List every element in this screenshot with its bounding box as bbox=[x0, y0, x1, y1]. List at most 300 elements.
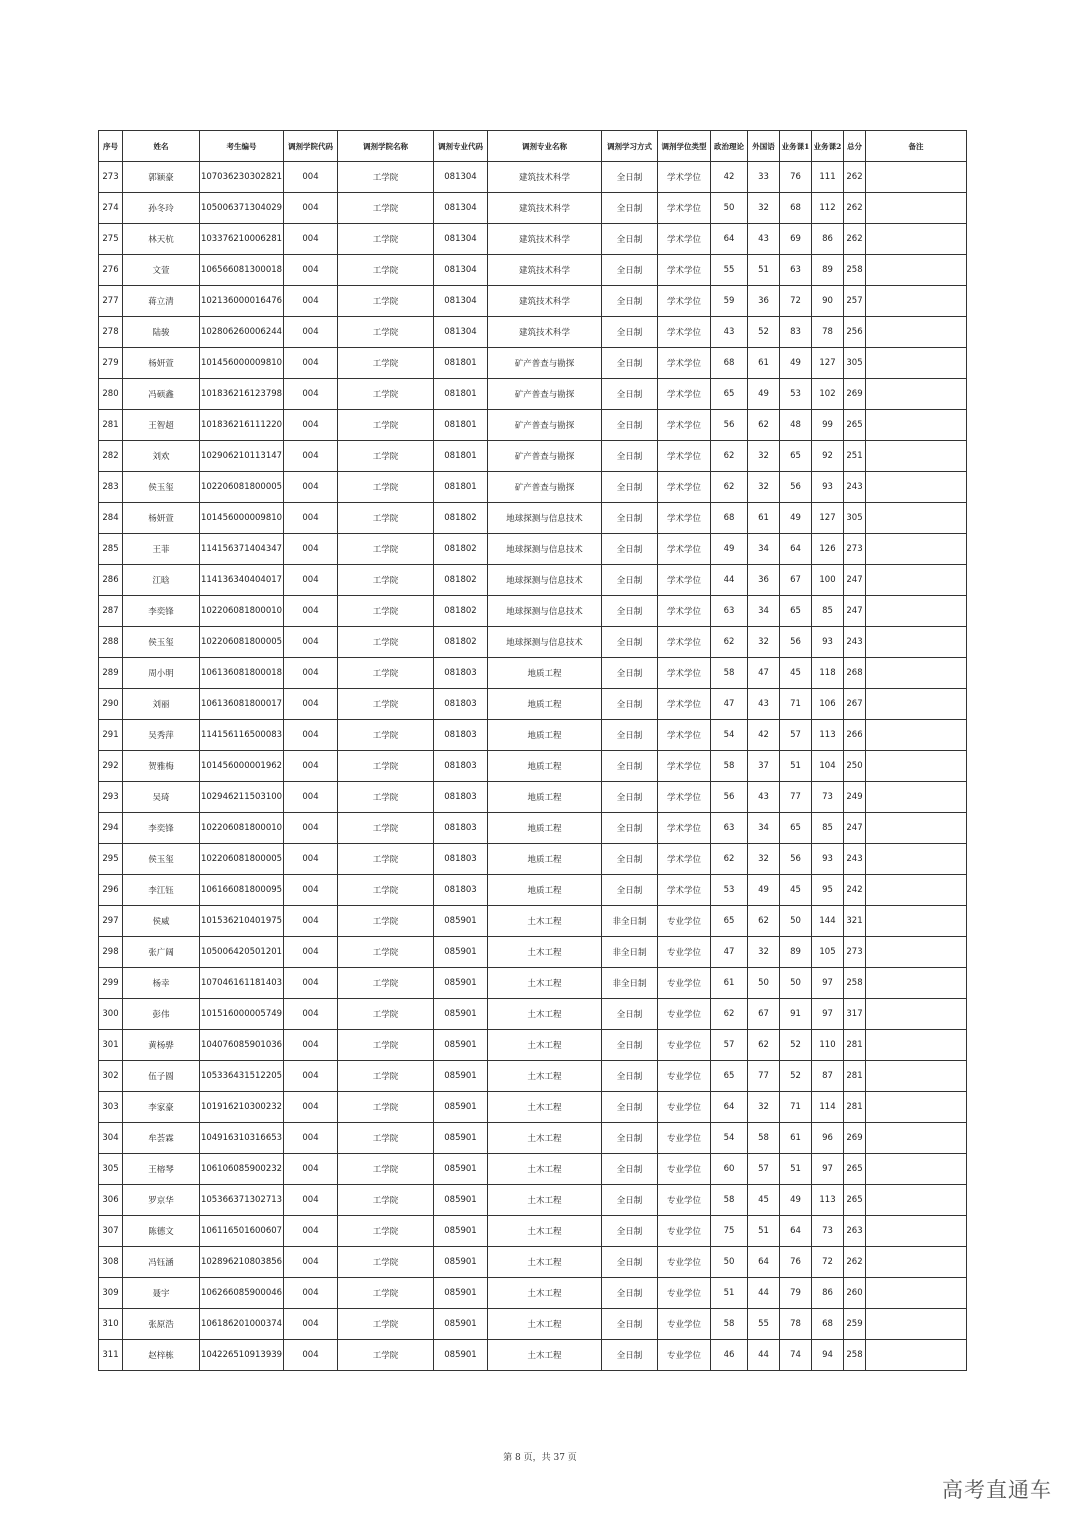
table-cell: 97 bbox=[812, 1154, 844, 1185]
column-header: 考生编号 bbox=[200, 131, 284, 162]
table-cell: 63 bbox=[711, 813, 748, 844]
table-cell bbox=[866, 1216, 967, 1247]
table-row bbox=[99, 162, 967, 193]
table-cell: 62 bbox=[711, 441, 748, 472]
table-cell: 侯玉玺 bbox=[123, 627, 200, 658]
table-cell: 全日制 bbox=[602, 999, 658, 1030]
table-cell: 58 bbox=[711, 658, 748, 689]
table-cell: 全日制 bbox=[602, 472, 658, 503]
table-cell: 277 bbox=[99, 286, 123, 317]
table-cell: 地球探测与信息技术 bbox=[488, 596, 602, 627]
table-cell: 085901 bbox=[434, 1278, 488, 1309]
table-cell: 44 bbox=[748, 1340, 780, 1371]
table-cell: 工学院 bbox=[338, 410, 434, 441]
table-cell: 106106085900232 bbox=[200, 1154, 284, 1185]
table-cell: 004 bbox=[284, 751, 338, 782]
table-cell: 76 bbox=[780, 1247, 812, 1278]
table-cell: 非全日制 bbox=[602, 937, 658, 968]
table-cell: 94 bbox=[812, 1340, 844, 1371]
table-cell: 68 bbox=[711, 503, 748, 534]
table-cell: 建筑技术科学 bbox=[488, 255, 602, 286]
table-cell: 292 bbox=[99, 751, 123, 782]
table-cell: 247 bbox=[844, 565, 866, 596]
table-row bbox=[99, 379, 967, 410]
table-cell: 54 bbox=[711, 1123, 748, 1154]
table-cell: 工学院 bbox=[338, 1278, 434, 1309]
table-cell: 65 bbox=[711, 1061, 748, 1092]
table-row bbox=[99, 255, 967, 286]
table-cell: 建筑技术科学 bbox=[488, 193, 602, 224]
table-cell: 266 bbox=[844, 720, 866, 751]
table-cell: 243 bbox=[844, 627, 866, 658]
table-cell: 工学院 bbox=[338, 1247, 434, 1278]
column-header: 调剂学位类型 bbox=[658, 131, 711, 162]
table-cell: 56 bbox=[780, 844, 812, 875]
table-cell: 300 bbox=[99, 999, 123, 1030]
table-cell: 65 bbox=[780, 441, 812, 472]
table-cell bbox=[866, 875, 967, 906]
table-cell: 57 bbox=[748, 1154, 780, 1185]
table-cell: 081801 bbox=[434, 379, 488, 410]
table-cell: 侯玉玺 bbox=[123, 472, 200, 503]
table-cell: 全日制 bbox=[602, 1216, 658, 1247]
table-cell bbox=[866, 193, 967, 224]
table-cell: 102946211503100 bbox=[200, 782, 284, 813]
table-cell: 89 bbox=[812, 255, 844, 286]
table-cell: 004 bbox=[284, 1185, 338, 1216]
table-cell: 工学院 bbox=[338, 1061, 434, 1092]
table-cell: 085901 bbox=[434, 1030, 488, 1061]
table-cell: 44 bbox=[748, 1278, 780, 1309]
table-cell bbox=[866, 286, 967, 317]
table-cell: 256 bbox=[844, 317, 866, 348]
table-cell: 工学院 bbox=[338, 224, 434, 255]
table-cell: 建筑技术科学 bbox=[488, 224, 602, 255]
table-cell: 地质工程 bbox=[488, 813, 602, 844]
table-cell: 专业学位 bbox=[658, 1030, 711, 1061]
table-cell: 74 bbox=[780, 1340, 812, 1371]
table-cell: 004 bbox=[284, 503, 338, 534]
table-cell: 114 bbox=[812, 1092, 844, 1123]
table-cell: 127 bbox=[812, 503, 844, 534]
table-row bbox=[99, 844, 967, 875]
table-cell: 307 bbox=[99, 1216, 123, 1247]
table-cell: 243 bbox=[844, 472, 866, 503]
table-cell: 113 bbox=[812, 720, 844, 751]
table-cell: 081803 bbox=[434, 782, 488, 813]
table-cell: 081304 bbox=[434, 193, 488, 224]
table-row bbox=[99, 348, 967, 379]
table-cell: 297 bbox=[99, 906, 123, 937]
table-cell: 罗京华 bbox=[123, 1185, 200, 1216]
table-cell: 矿产普查与勘探 bbox=[488, 441, 602, 472]
table-cell: 矿产普查与勘探 bbox=[488, 348, 602, 379]
table-cell: 112 bbox=[812, 193, 844, 224]
table-cell: 地球探测与信息技术 bbox=[488, 503, 602, 534]
table-cell: 57 bbox=[711, 1030, 748, 1061]
table-row bbox=[99, 813, 967, 844]
table-cell: 101836216111220 bbox=[200, 410, 284, 441]
table-cell: 专业学位 bbox=[658, 906, 711, 937]
table-cell: 工学院 bbox=[338, 751, 434, 782]
table-cell: 86 bbox=[812, 1278, 844, 1309]
table-cell: 工学院 bbox=[338, 503, 434, 534]
table-cell: 258 bbox=[844, 968, 866, 999]
table-cell: 地球探测与信息技术 bbox=[488, 627, 602, 658]
table-cell: 284 bbox=[99, 503, 123, 534]
table-cell: 65 bbox=[711, 379, 748, 410]
table-cell bbox=[866, 906, 967, 937]
table-cell: 冯硕鑫 bbox=[123, 379, 200, 410]
table-cell: 243 bbox=[844, 844, 866, 875]
table-cell: 47 bbox=[711, 689, 748, 720]
table-cell bbox=[866, 596, 967, 627]
table-cell: 96 bbox=[812, 1123, 844, 1154]
table-row bbox=[99, 968, 967, 999]
table-cell: 004 bbox=[284, 999, 338, 1030]
table-cell: 004 bbox=[284, 193, 338, 224]
table-cell: 004 bbox=[284, 782, 338, 813]
table-cell: 99 bbox=[812, 410, 844, 441]
table-cell: 004 bbox=[284, 875, 338, 906]
table-cell: 004 bbox=[284, 1216, 338, 1247]
table-cell: 50 bbox=[780, 968, 812, 999]
table-cell: 93 bbox=[812, 844, 844, 875]
table-cell: 全日制 bbox=[602, 1278, 658, 1309]
table-cell: 004 bbox=[284, 689, 338, 720]
table-row bbox=[99, 782, 967, 813]
table-cell: 105336431512205 bbox=[200, 1061, 284, 1092]
table-row bbox=[99, 1185, 967, 1216]
table-cell: 93 bbox=[812, 627, 844, 658]
table-row bbox=[99, 937, 967, 968]
table-cell: 56 bbox=[780, 472, 812, 503]
table-cell: 工学院 bbox=[338, 968, 434, 999]
column-header: 姓名 bbox=[123, 131, 200, 162]
table-cell: 建筑技术科学 bbox=[488, 317, 602, 348]
table-cell: 侯玉玺 bbox=[123, 844, 200, 875]
table-cell: 106166081800095 bbox=[200, 875, 284, 906]
table-cell: 081304 bbox=[434, 224, 488, 255]
table-cell: 004 bbox=[284, 906, 338, 937]
table-cell: 土木工程 bbox=[488, 1030, 602, 1061]
table-cell: 89 bbox=[780, 937, 812, 968]
table-cell: 王榕琴 bbox=[123, 1154, 200, 1185]
table-row bbox=[99, 751, 967, 782]
table-cell: 55 bbox=[748, 1309, 780, 1340]
table-cell: 52 bbox=[780, 1061, 812, 1092]
table-cell: 专业学位 bbox=[658, 968, 711, 999]
table-cell: 侯威 bbox=[123, 906, 200, 937]
table-cell: 62 bbox=[711, 999, 748, 1030]
table-cell: 工学院 bbox=[338, 1092, 434, 1123]
table-cell: 非全日制 bbox=[602, 968, 658, 999]
table-cell: 专业学位 bbox=[658, 1216, 711, 1247]
table-cell: 310 bbox=[99, 1309, 123, 1340]
table-cell: 工学院 bbox=[338, 875, 434, 906]
table-cell: 91 bbox=[780, 999, 812, 1030]
table-cell: 63 bbox=[711, 596, 748, 627]
table-cell: 301 bbox=[99, 1030, 123, 1061]
table-cell: 085901 bbox=[434, 1092, 488, 1123]
table-cell: 247 bbox=[844, 813, 866, 844]
table-cell: 工学院 bbox=[338, 1309, 434, 1340]
table-cell: 49 bbox=[711, 534, 748, 565]
table-cell: 081304 bbox=[434, 255, 488, 286]
table-cell: 土木工程 bbox=[488, 1092, 602, 1123]
table-cell: 工学院 bbox=[338, 565, 434, 596]
table-cell: 地质工程 bbox=[488, 689, 602, 720]
table-cell: 全日制 bbox=[602, 193, 658, 224]
table-cell: 114136340404017 bbox=[200, 565, 284, 596]
table-cell: 土木工程 bbox=[488, 1123, 602, 1154]
table-cell: 学术学位 bbox=[658, 317, 711, 348]
table-cell: 004 bbox=[284, 379, 338, 410]
table-cell: 学术学位 bbox=[658, 379, 711, 410]
table-cell: 281 bbox=[844, 1092, 866, 1123]
table-cell: 306 bbox=[99, 1185, 123, 1216]
table-cell: 106186201000374 bbox=[200, 1309, 284, 1340]
table-cell: 江晗 bbox=[123, 565, 200, 596]
table-cell: 101456000009810 bbox=[200, 348, 284, 379]
table-cell: 全日制 bbox=[602, 379, 658, 410]
table-cell: 004 bbox=[284, 1309, 338, 1340]
table-row bbox=[99, 658, 967, 689]
table-cell bbox=[866, 751, 967, 782]
table-cell: 50 bbox=[711, 1247, 748, 1278]
table-cell: 陆骏 bbox=[123, 317, 200, 348]
table-cell: 学术学位 bbox=[658, 224, 711, 255]
table-cell: 矿产普查与勘探 bbox=[488, 410, 602, 441]
table-cell: 283 bbox=[99, 472, 123, 503]
table-cell: 非全日制 bbox=[602, 906, 658, 937]
table-cell bbox=[866, 1092, 967, 1123]
table-cell: 101536210401975 bbox=[200, 906, 284, 937]
table-cell: 聂宇 bbox=[123, 1278, 200, 1309]
table-cell bbox=[866, 1030, 967, 1061]
table-cell bbox=[866, 162, 967, 193]
table-cell: 081803 bbox=[434, 751, 488, 782]
table-cell bbox=[866, 937, 967, 968]
table-cell: 85 bbox=[812, 596, 844, 627]
table-cell: 317 bbox=[844, 999, 866, 1030]
table-row bbox=[99, 503, 967, 534]
table-cell: 100 bbox=[812, 565, 844, 596]
table-cell: 127 bbox=[812, 348, 844, 379]
table-row bbox=[99, 1123, 967, 1154]
table-cell: 105366371302713 bbox=[200, 1185, 284, 1216]
table-cell: 004 bbox=[284, 844, 338, 875]
admission-table bbox=[98, 130, 967, 1371]
table-row bbox=[99, 627, 967, 658]
table-cell: 110 bbox=[812, 1030, 844, 1061]
table-cell: 56 bbox=[711, 782, 748, 813]
table-cell: 学术学位 bbox=[658, 627, 711, 658]
table-cell: 李奕锋 bbox=[123, 813, 200, 844]
table-cell: 52 bbox=[748, 317, 780, 348]
table-cell: 王智超 bbox=[123, 410, 200, 441]
table-cell: 004 bbox=[284, 1030, 338, 1061]
column-header: 业务课1 bbox=[780, 131, 812, 162]
table-cell: 081304 bbox=[434, 286, 488, 317]
table-row bbox=[99, 1309, 967, 1340]
table-cell: 建筑技术科学 bbox=[488, 162, 602, 193]
column-header: 备注 bbox=[866, 131, 967, 162]
table-cell: 081801 bbox=[434, 348, 488, 379]
table-cell: 273 bbox=[844, 534, 866, 565]
table-cell: 杨幸 bbox=[123, 968, 200, 999]
table-cell: 土木工程 bbox=[488, 1247, 602, 1278]
table-cell: 081801 bbox=[434, 472, 488, 503]
table-cell bbox=[866, 720, 967, 751]
table-cell: 34 bbox=[748, 534, 780, 565]
table-cell: 32 bbox=[748, 472, 780, 503]
table-cell: 86 bbox=[812, 224, 844, 255]
table-cell bbox=[866, 782, 967, 813]
table-cell: 269 bbox=[844, 379, 866, 410]
table-cell: 085901 bbox=[434, 1154, 488, 1185]
table-cell bbox=[866, 1185, 967, 1216]
table-cell: 51 bbox=[780, 751, 812, 782]
table-cell: 57 bbox=[780, 720, 812, 751]
table-cell: 50 bbox=[780, 906, 812, 937]
table-cell: 地质工程 bbox=[488, 875, 602, 906]
table-cell: 工学院 bbox=[338, 193, 434, 224]
table-cell: 97 bbox=[812, 968, 844, 999]
table-cell bbox=[866, 379, 967, 410]
table-cell: 工学院 bbox=[338, 255, 434, 286]
table-cell: 102206081800005 bbox=[200, 472, 284, 503]
table-cell: 281 bbox=[844, 1030, 866, 1061]
table-cell: 104226510913939 bbox=[200, 1340, 284, 1371]
table-cell: 学术学位 bbox=[658, 534, 711, 565]
table-cell: 106266085900046 bbox=[200, 1278, 284, 1309]
table-cell: 101516000005749 bbox=[200, 999, 284, 1030]
table-cell: 102896210803856 bbox=[200, 1247, 284, 1278]
table-cell: 265 bbox=[844, 410, 866, 441]
table-cell: 专业学位 bbox=[658, 1154, 711, 1185]
table-cell: 工学院 bbox=[338, 534, 434, 565]
table-cell: 081802 bbox=[434, 534, 488, 565]
table-row bbox=[99, 534, 967, 565]
table-cell: 004 bbox=[284, 937, 338, 968]
table-cell: 004 bbox=[284, 1061, 338, 1092]
table-cell: 全日制 bbox=[602, 1185, 658, 1216]
table-cell: 贺雅梅 bbox=[123, 751, 200, 782]
table-cell: 107046161181403 bbox=[200, 968, 284, 999]
table-cell: 65 bbox=[780, 813, 812, 844]
table-cell: 工学院 bbox=[338, 286, 434, 317]
table-cell: 285 bbox=[99, 534, 123, 565]
table-cell: 308 bbox=[99, 1247, 123, 1278]
table-cell bbox=[866, 1123, 967, 1154]
table-row bbox=[99, 1216, 967, 1247]
table-cell: 全日制 bbox=[602, 596, 658, 627]
table-cell: 34 bbox=[748, 813, 780, 844]
table-cell: 303 bbox=[99, 1092, 123, 1123]
table-cell: 学术学位 bbox=[658, 255, 711, 286]
table-cell: 刘欢 bbox=[123, 441, 200, 472]
table-cell: 58 bbox=[711, 1309, 748, 1340]
table-cell: 42 bbox=[748, 720, 780, 751]
table-cell: 矿产普查与勘探 bbox=[488, 379, 602, 410]
table-cell bbox=[866, 627, 967, 658]
table-cell: 273 bbox=[844, 937, 866, 968]
table-cell: 305 bbox=[844, 503, 866, 534]
table-cell: 49 bbox=[748, 875, 780, 906]
table-cell: 081803 bbox=[434, 720, 488, 751]
table-row bbox=[99, 224, 967, 255]
table-cell: 71 bbox=[780, 1092, 812, 1123]
table-cell: 学术学位 bbox=[658, 286, 711, 317]
table-cell bbox=[866, 999, 967, 1030]
table-cell: 58 bbox=[748, 1123, 780, 1154]
table-cell: 305 bbox=[99, 1154, 123, 1185]
table-cell: 全日制 bbox=[602, 503, 658, 534]
table-cell: 081803 bbox=[434, 658, 488, 689]
table-cell: 102206081800005 bbox=[200, 844, 284, 875]
table-cell: 32 bbox=[748, 844, 780, 875]
table-cell: 144 bbox=[812, 906, 844, 937]
table-cell: 全日制 bbox=[602, 286, 658, 317]
table-cell: 085901 bbox=[434, 906, 488, 937]
table-cell: 085901 bbox=[434, 1185, 488, 1216]
table-cell: 土木工程 bbox=[488, 1278, 602, 1309]
table-cell: 72 bbox=[812, 1247, 844, 1278]
table-cell: 61 bbox=[748, 503, 780, 534]
table-cell: 工学院 bbox=[338, 906, 434, 937]
table-cell: 李奕锋 bbox=[123, 596, 200, 627]
table-cell: 78 bbox=[780, 1309, 812, 1340]
table-cell: 张广阔 bbox=[123, 937, 200, 968]
table-cell: 地质工程 bbox=[488, 844, 602, 875]
table-cell: 吴琦 bbox=[123, 782, 200, 813]
table-cell: 118 bbox=[812, 658, 844, 689]
table-cell: 62 bbox=[748, 1030, 780, 1061]
table-cell bbox=[866, 1278, 967, 1309]
table-cell: 学术学位 bbox=[658, 596, 711, 627]
table-cell: 63 bbox=[780, 255, 812, 286]
table-cell: 全日制 bbox=[602, 720, 658, 751]
table-cell: 101916210300232 bbox=[200, 1092, 284, 1123]
table-cell: 土木工程 bbox=[488, 1340, 602, 1371]
table-row bbox=[99, 1061, 967, 1092]
table-cell: 081803 bbox=[434, 844, 488, 875]
table-row bbox=[99, 720, 967, 751]
table-cell: 004 bbox=[284, 968, 338, 999]
table-cell bbox=[866, 410, 967, 441]
table-cell: 289 bbox=[99, 658, 123, 689]
table-cell: 75 bbox=[711, 1216, 748, 1247]
table-cell: 张原浩 bbox=[123, 1309, 200, 1340]
table-cell: 陈德文 bbox=[123, 1216, 200, 1247]
table-cell: 学术学位 bbox=[658, 813, 711, 844]
table-cell: 32 bbox=[748, 937, 780, 968]
table-cell: 专业学位 bbox=[658, 1247, 711, 1278]
table-cell: 92 bbox=[812, 441, 844, 472]
table-cell: 工学院 bbox=[338, 379, 434, 410]
table-header-row bbox=[99, 131, 967, 162]
table-cell: 杨妍萱 bbox=[123, 348, 200, 379]
table-cell: 004 bbox=[284, 1154, 338, 1185]
table-cell: 004 bbox=[284, 224, 338, 255]
table-cell: 全日制 bbox=[602, 1154, 658, 1185]
table-cell: 85 bbox=[812, 813, 844, 844]
table-cell: 004 bbox=[284, 596, 338, 627]
table-cell: 矿产普查与勘探 bbox=[488, 472, 602, 503]
table-cell bbox=[866, 255, 967, 286]
column-header: 调剂学习方式 bbox=[602, 131, 658, 162]
